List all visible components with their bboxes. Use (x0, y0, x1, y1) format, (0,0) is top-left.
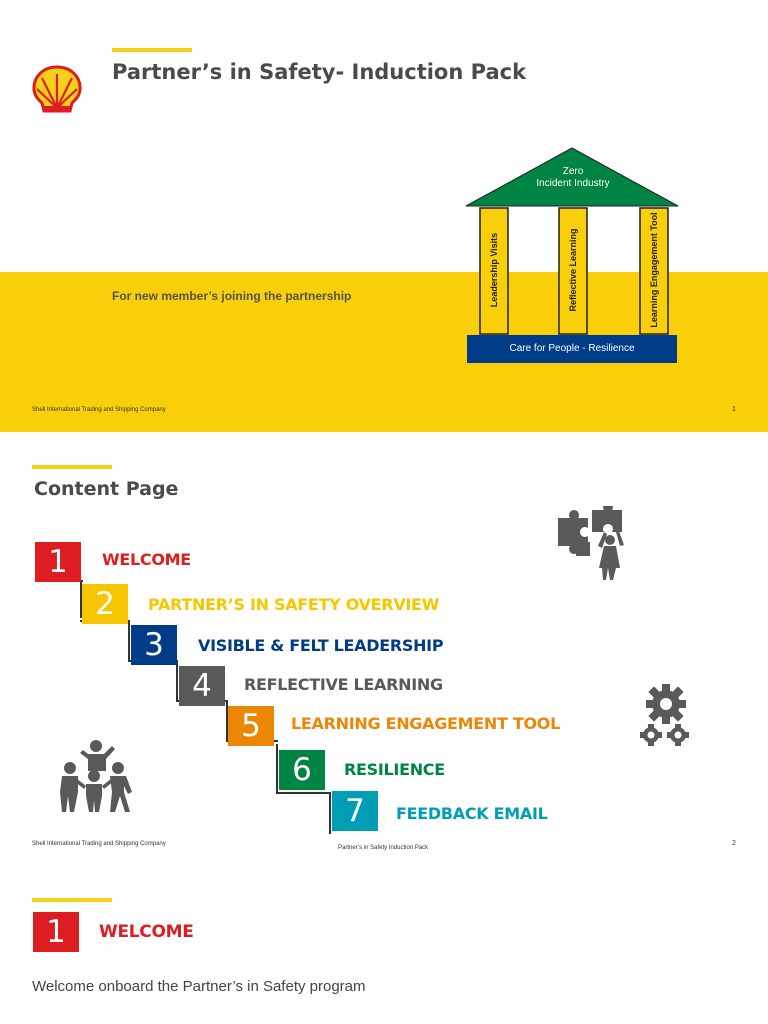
title-accent-bar (32, 465, 112, 469)
roof-label-line-2: Incident Industry (536, 178, 610, 189)
step-number-1: 1 (35, 542, 81, 582)
step-connector (276, 744, 278, 794)
step-number-5: 5 (228, 706, 274, 746)
content-item-feedback[interactable]: FEEDBACK EMAIL (396, 804, 548, 823)
step-number-4: 4 (179, 666, 225, 706)
section-number: 1 (33, 912, 79, 952)
base-label: Care for People - Resilience (509, 343, 635, 354)
welcome-text: Welcome onboard the Partner’s in Safety program (32, 978, 366, 995)
content-item-overview[interactable]: PARTNER’S IN SAFETY OVERVIEW (148, 595, 440, 614)
pillar-label-leadership: Leadership Visits (489, 232, 499, 308)
footer-company: Shell International Trading and Shipping Company (32, 407, 166, 413)
page-title: Partner’s in Safety- Induction Pack (112, 60, 527, 84)
section-title: WELCOME (99, 922, 194, 942)
slide-3 (0, 864, 768, 1024)
step-number-2: 2 (82, 584, 128, 624)
step-number-6: 6 (279, 750, 325, 790)
step-connector (176, 660, 178, 700)
slide-1 (0, 0, 768, 432)
page-title: Content Page (34, 478, 179, 500)
content-item-resilience[interactable]: RESILIENCE (344, 760, 445, 779)
slide-2 (0, 432, 768, 864)
step-connector (329, 792, 331, 834)
step-number-7: 7 (332, 791, 378, 831)
subtitle: For new member’s joining the partnership (112, 289, 352, 303)
content-item-reflective[interactable]: REFLECTIVE LEARNING (244, 675, 443, 694)
step-connector (128, 620, 130, 660)
footer-company: Shell International Trading and Shipping Company (32, 841, 166, 847)
content-item-leadership[interactable]: VISIBLE & FELT LEADERSHIP (198, 636, 444, 655)
content-item-welcome[interactable]: WELCOME (102, 550, 191, 569)
page-number: 1 (732, 406, 736, 413)
gears-icon (638, 682, 692, 748)
content-item-engagement[interactable]: LEARNING ENGAGEMENT TOOL (291, 714, 561, 733)
step-connector (276, 792, 330, 794)
pillar-label-engagement: Learning Engagement Tool (649, 212, 659, 328)
footer-deck-title: Partner’s in Safety Induction Pack (338, 845, 429, 851)
roof-label-line-1: Zero (562, 166, 584, 177)
puzzle-person-icon (554, 506, 630, 582)
title-accent-bar (32, 898, 112, 902)
step-number-3: 3 (131, 625, 177, 665)
teamwork-people-icon (52, 738, 136, 814)
page-number: 2 (732, 840, 736, 847)
roof-label (530, 166, 616, 190)
pillar-label-reflective: Reflective Learning (568, 228, 578, 312)
